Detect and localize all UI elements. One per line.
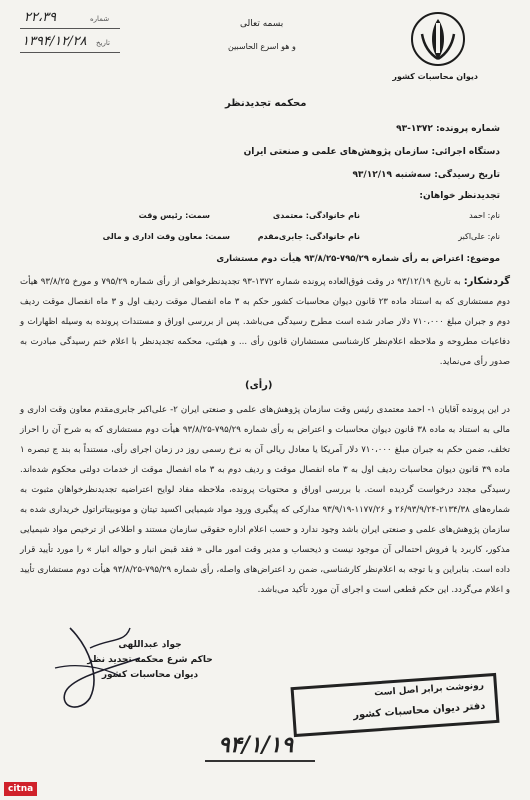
signatory-title: حاکم شرع محکمه تجدید نظر	[87, 655, 213, 665]
signatory-org: دیوان محاسبات کشور	[101, 670, 199, 680]
appellant-2-family: نام خانوادگی: جابری‌مقدم	[257, 232, 360, 241]
report-text: به تاریخ ۹۳/۱۲/۱۹ در وقت فوق‌العاده پرونده شماره ۱۳۷۲-۹۳ تجدیدنظرخواهی از رأی شماره ۷۹۵/۲۹ و مورخ ۹۳/۸/۲۵ هیأت دوم مستشاری که به استناد ماده ۲۳ قانون دیوان محاسبات کشور حکم به ۳ ماه انفصال موقت ردیف اول و ۳ ماه انفصال موقت ردیف دوم و جبران مبلغ ۷۱۰،۰۰۰ دلار صادر شده است مطرح رسیدگی می‌باشد. پس از بررسی اوراق و مستندات پرونده به وسیله اظهارات و دفاعیات مطروحه و ملاحظه اعلام‌نظر کارشناسی مستشاران قانون رأی ... و هیئتی، محکمه تجدیدنظر با اعلام ختم رسیدگی مبادرت به صدور رأی می‌نماید.	[20, 277, 510, 367]
emblem-logo	[408, 10, 468, 68]
verdict-text: در این پرونده آقایان ۱- احمد معتمدی رئیس وقت سازمان پژوهش‌های علمی و صنعتی ایران ۲- علی‌اکبر جابری‌مقدم معاون وقت اداری و مالی به استناد به ماده ۳۸ قانون دیوان محاسبات و اعتراض به رأی شماره ۷۹۵/۲۹-۹۳/۸/۲۵ هیأت دوم مستشاری که به شرح آن را احراز تخلف، ضمن حکم به جبران مبلغ ۷۱۰،۰۰۰ دلار آمریکا یا معادل ریالی آن به نرخ رسمی روز در زمان اجرای رأی، مستنداً به بند ج تبصره ۱ ماده ۳۹ قانون دیوان محاسبات ردیف اول به ۳ ماه انفصال موقت و ردیف دوم به ۳ ماه انفصال موقت از خدمات دولتی محکوم شده‌اند. رسیدگی مجدد درخواست گردیده است. با بررسی اوراق و محتویات پرونده، ملاحظه مفاد لوایح اعتراضیه تجدیدنظرخواهان مثبوت به شماره‌های ۲۱۳۴/۳۸-۲۶/۹۳/۹/۲۴ و ۱۱۷۷/۲۶-۹۳/۹/۱۹ مدارکی که پیگیری ورود مواد شیمیایی اکسید تیتان و مونوبیتاتراتول خریداری شده به سازمان پژوهش‌های علمی و صنعتی ایران باشد وجود ندارد و حسب اعلام اداره حقوقی سازمان مستند و اطلاعی از ترخیص مواد شیمیایی مذکور، کاربرد یا فروش احتمالی آن موجود نیست و ذیحساب و مدیر وقت امور مالی « فقد قبض انبار و حواله انبار » را مورد تأیید قرار داده است. بنابراین و با توجه به اعلام‌نظر کارشناسی، ضمن رد اعتراض‌های واصله، رأی شماره ۷۹۵/۲۹-۹۳/۸/۲۵ هیأت دوم مستشاری تأیید و اعلام می‌گردد. این حکم قطعی است و اجرای آن مورد تأکید می‌باشد.	[20, 405, 511, 595]
appellants-label: تجدیدنظر خواهان:	[419, 191, 500, 201]
number-label: شماره	[90, 15, 110, 23]
report-section	[20, 272, 510, 372]
date-value: ۱۳۹۴/۱۲/۲۸	[22, 34, 87, 49]
citna-watermark: citna	[4, 782, 37, 796]
signatory-name: جواد عبداللهی	[118, 640, 182, 650]
handwritten-signature	[30, 618, 180, 718]
document-title: محکمه تجدیدنظر	[225, 98, 307, 109]
number-underline	[20, 28, 120, 29]
appellant-2-name: نام: علی‌اکبر	[458, 232, 500, 241]
handwritten-date: ۹۴/۱/۱۹	[218, 732, 294, 758]
verdict-section	[20, 400, 510, 600]
date-underline	[20, 52, 120, 53]
appellant-2-position: سمت: معاون وقت اداری و مالی	[102, 232, 230, 241]
stamp-line-1: رونوشت برابر اصل است	[373, 680, 485, 699]
report-heading: گردشکار:	[463, 276, 511, 287]
certified-copy-stamp	[291, 673, 500, 737]
date-stroke	[205, 760, 315, 762]
header-subtitle: و هو اسرع الحاسبین	[228, 42, 296, 51]
basmala: بسمه تعالی	[240, 19, 284, 29]
case-number: شماره پرونده: ۱۳۷۲-۹۳	[396, 124, 500, 134]
appellant-1-family: نام خانوادگی: معتمدی	[272, 211, 360, 220]
verdict-heading: (رأی)	[245, 380, 273, 391]
case-subject: موضوع: اعتراض به رأی شماره ۷۹۵/۲۹-۹۳/۸/۲۵ هیأت دوم مستشاری	[216, 254, 500, 264]
hearing-date: تاریخ رسیدگی: سه‌شنبه ۹۳/۱۲/۱۹	[352, 170, 500, 180]
appellant-1-name: نام: احمد	[469, 211, 500, 220]
executive-agency: دستگاه اجرائی: سازمان پژوهش‌های علمی و صنعتی ایران	[243, 147, 500, 157]
appellant-1-position: سمت: رئیس وقت	[138, 211, 210, 220]
org-name: دیوان محاسبات کشور	[392, 72, 478, 81]
date-label: تاریخ	[96, 39, 110, 47]
number-value: ۲۲،۳۹	[24, 10, 57, 25]
stamp-line-2: دفتر دیوان محاسبات کشور	[352, 700, 486, 721]
